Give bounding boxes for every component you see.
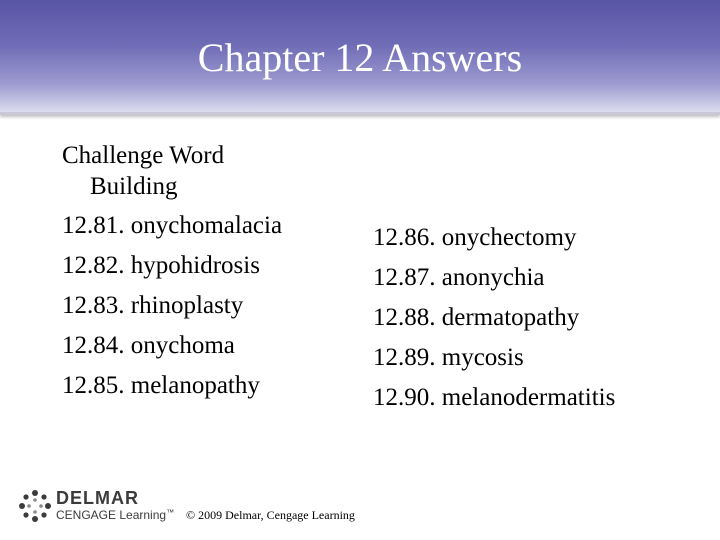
left-answer-column <box>62 140 352 406</box>
answer-item: 12.85. melanopathy <box>62 372 260 399</box>
answer-item: 12.86. onychectomy <box>373 224 577 251</box>
heading-line-2: Building <box>90 173 178 200</box>
copyright-notice: © 2009 Delmar, Cengage Learning <box>186 508 355 522</box>
title-banner <box>0 0 720 115</box>
answer-item: 12.83. rhinoplasty <box>62 292 244 319</box>
pinwheel-logo-icon <box>18 489 52 523</box>
logo-name: DELMAR <box>56 488 139 508</box>
logo-trademark: ™ <box>166 508 175 517</box>
answer-item: 12.82. hypohidrosis <box>62 252 260 279</box>
delmar-logo <box>18 488 208 524</box>
slide-title: Chapter 12 Answers <box>197 35 523 80</box>
answer-item: 12.81. onychomalacia <box>62 212 283 239</box>
answer-item: 12.87. anonychia <box>373 264 545 291</box>
answer-item: 12.88. dermatopathy <box>373 304 580 331</box>
challenge-heading <box>62 140 352 202</box>
logo-subtitle <box>56 508 174 522</box>
heading-line-1: Challenge Word <box>62 142 225 169</box>
answer-item: 12.90. melanodermatitis <box>373 384 616 411</box>
answer-item: 12.84. onychoma <box>62 332 235 359</box>
logo-sub-text: CENGAGE Learning <box>56 508 167 522</box>
right-answer-column <box>373 218 703 418</box>
answer-item: 12.89. mycosis <box>373 344 524 371</box>
